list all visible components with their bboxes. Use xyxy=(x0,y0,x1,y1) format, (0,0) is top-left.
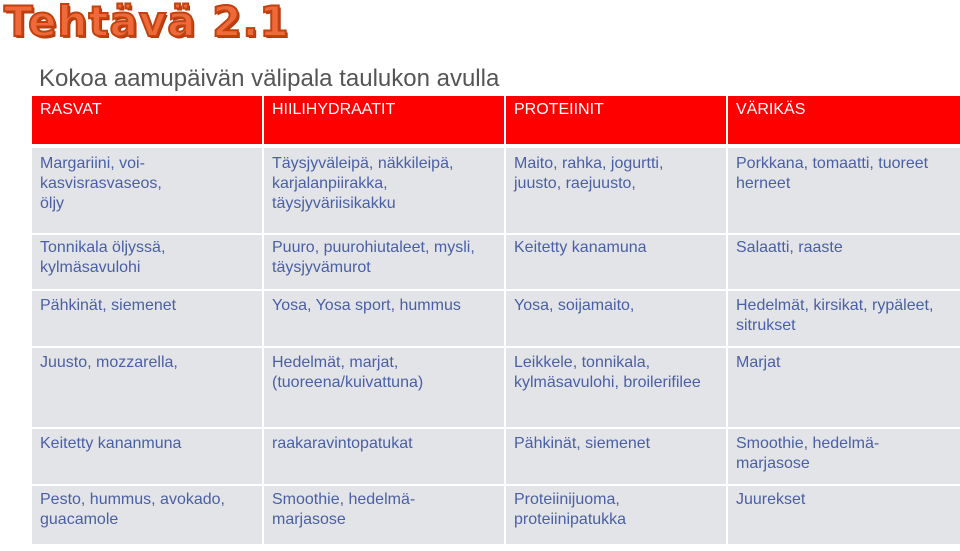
page-title: Tehtävä 2.1 xyxy=(4,0,290,46)
cell-text: Yosa, soijamaito, xyxy=(514,297,635,314)
cell-text: Hedelmät, kirsikat, rypäleet, sitrukset xyxy=(736,297,934,334)
table-cell xyxy=(263,146,505,234)
table-row xyxy=(31,146,960,234)
cell-text: Salaatti, raaste xyxy=(736,239,843,256)
table-cell xyxy=(263,485,505,545)
cell-text: raakaravintopatukat xyxy=(272,435,413,452)
cell-text: Smoothie, hedelmä-marjasose xyxy=(272,491,416,528)
cell-text: Margariini, voi-kasvisrasvaseos, öljy xyxy=(40,155,162,212)
cell-text: Pähkinät, siemenet xyxy=(40,297,177,314)
header-proteiinit: PROTEIINIT xyxy=(505,95,727,146)
table-cell xyxy=(727,428,960,485)
cell-text: Porkkana, tomaatti, tuoreet herneet xyxy=(736,155,929,192)
cell-text: Maito, rahka, jogurtti, juusto, raejuusto, xyxy=(514,155,664,192)
header-rasvat: RASVAT xyxy=(31,95,263,146)
header-varikas: VÄRIKÄS xyxy=(727,95,960,146)
table-cell xyxy=(31,146,263,234)
table-cell xyxy=(727,146,960,234)
cell-text: Tonnikala öljyssä, kylmäsavulohi xyxy=(40,239,166,276)
table-cell xyxy=(263,234,505,290)
table-header-row xyxy=(31,95,960,146)
cell-text: Pesto, hummus, avokado, guacamole xyxy=(40,491,225,528)
cell-text: Proteiinijuoma, proteiinipatukka xyxy=(514,491,627,528)
table-row xyxy=(31,347,960,428)
table-cell xyxy=(505,485,727,545)
cell-text: Leikkele, tonnikala, kylmäsavulohi, broilerifilee xyxy=(514,354,701,391)
table-cell xyxy=(727,485,960,545)
cell-text: Puuro, puurohiutaleet, mysli, täysjyvämurot xyxy=(272,239,475,276)
table-cell xyxy=(505,146,727,234)
table-cell xyxy=(505,428,727,485)
table-row xyxy=(31,485,960,545)
table-cell xyxy=(263,290,505,347)
table-cell xyxy=(31,485,263,545)
table-cell xyxy=(31,347,263,428)
cell-text: Hedelmät, marjat, (tuoreena/kuivattuna) xyxy=(272,354,424,391)
cell-text: Juurekset xyxy=(736,491,806,508)
table-cell xyxy=(31,234,263,290)
table-cell xyxy=(263,347,505,428)
cell-text: Keitetty kanamuna xyxy=(514,239,647,256)
cell-text: Täysjyväleipä, näkkileipä, karjalanpiirakka, täysjyväriisikakku xyxy=(272,155,454,212)
cell-text: Yosa, Yosa sport, hummus xyxy=(272,297,461,314)
cell-text: Pähkinät, siemenet xyxy=(514,435,651,452)
table-cell xyxy=(263,428,505,485)
table-cell xyxy=(505,234,727,290)
table-cell xyxy=(727,347,960,428)
table-cell xyxy=(31,290,263,347)
cell-text: Keitetty kananmuna xyxy=(40,435,182,452)
cell-text: Juusto, mozzarella, xyxy=(40,354,178,371)
table-row xyxy=(31,234,960,290)
page-subtitle: Kokoa aamupäivän välipala taulukon avulla xyxy=(39,65,500,92)
table-cell xyxy=(727,290,960,347)
snack-table xyxy=(30,94,960,546)
table-cell xyxy=(31,428,263,485)
table-cell xyxy=(727,234,960,290)
table-row xyxy=(31,428,960,485)
cell-text: Smoothie, hedelmä-marjasose xyxy=(736,435,880,472)
table-row xyxy=(31,290,960,347)
table-cell xyxy=(505,347,727,428)
cell-text: Marjat xyxy=(736,354,781,371)
header-hiilihydraatit: HIILIHYDRAATIT xyxy=(263,95,505,146)
table-cell xyxy=(505,290,727,347)
